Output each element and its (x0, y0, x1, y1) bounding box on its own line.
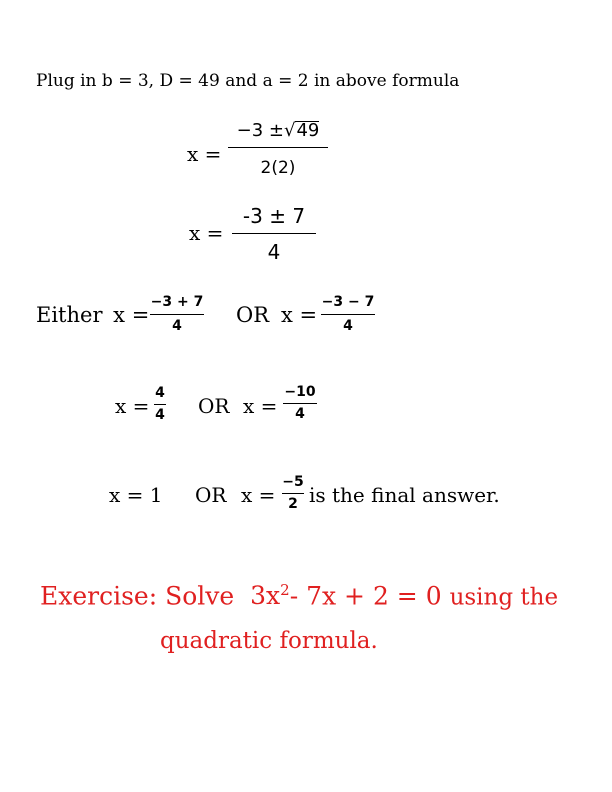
step2-lhs: x = (189, 221, 224, 245)
step1-root-value: 49 (296, 120, 320, 141)
step3-fraction2 (321, 294, 375, 334)
step4-lhs2: x = (243, 394, 278, 418)
step3-numerator2: −3 − 7 (321, 294, 375, 310)
step5-tail: is the final answer. (309, 483, 500, 507)
step2-numerator: -3 ± 7 (242, 204, 306, 228)
intro-suffix: in above formula (314, 71, 460, 91)
sqrt-sign-icon: √ (283, 120, 296, 141)
exercise-tail1: using the (449, 584, 559, 611)
step5-lhs2: x = (241, 483, 276, 507)
exercise-eq-rest: - 7x + 2 = 0 (289, 581, 442, 611)
step4-fraction2-bar (283, 403, 317, 404)
step1-num-a: −3 ± (236, 120, 284, 141)
exercise-line (40, 581, 558, 610)
step4-fraction2 (283, 384, 317, 422)
step2-fraction (232, 204, 316, 264)
step4-or: OR (198, 394, 230, 418)
step2-denominator: 4 (267, 240, 281, 264)
step5-numerator2: −5 (282, 474, 304, 490)
step5-denominator2: 2 (288, 496, 298, 512)
step3-either-word: Either (36, 303, 103, 327)
step1-lhs: x = (187, 142, 222, 166)
intro-d-assign: D = 49 (159, 71, 220, 91)
exercise-eq-3x: 3x (250, 581, 281, 611)
step3-fraction2-bar (321, 314, 375, 315)
step3-fraction1-bar (150, 314, 204, 315)
step1-fraction (228, 120, 328, 178)
step3-denominator2: 4 (343, 318, 353, 334)
step4-fraction1-bar (154, 404, 166, 405)
step5-result1: x = 1 (109, 483, 163, 507)
step3-lhs2: x = (281, 303, 318, 327)
step3-numerator1: −3 + 7 (150, 294, 204, 310)
step4-lhs1: x = (115, 394, 150, 418)
step4-denominator1: 4 (155, 407, 165, 423)
intro-line (36, 71, 459, 91)
step4-denominator2: 4 (295, 406, 305, 422)
step3-fraction1 (150, 294, 204, 334)
intro-and: and (225, 71, 258, 91)
step2-fraction-bar (232, 233, 316, 234)
step1-numerator (237, 120, 320, 141)
step5-fraction2 (281, 474, 305, 512)
step3-or: OR (236, 303, 270, 327)
step3-either (36, 303, 149, 327)
step4-numerator1: 4 (155, 385, 165, 401)
intro-a-assign: a = 2 (262, 71, 309, 91)
intro-prefix: Plug in (36, 71, 97, 91)
step4-numerator2: −10 (284, 384, 316, 400)
exercise-tail2: quadratic formula. (160, 628, 378, 654)
step1-denominator: 2(2) (260, 158, 296, 178)
step5-or: OR (195, 483, 227, 507)
step1-fraction-bar (228, 147, 328, 148)
exercise-exponent: 2 (280, 581, 290, 599)
step5-fraction2-bar (282, 493, 304, 494)
step3-lhs1: x = (113, 303, 150, 327)
exercise-label: Exercise: Solve (40, 581, 235, 611)
step3-denominator1: 4 (172, 318, 182, 334)
step4-fraction1 (153, 385, 167, 423)
intro-b-assign: b = 3, (101, 71, 155, 91)
